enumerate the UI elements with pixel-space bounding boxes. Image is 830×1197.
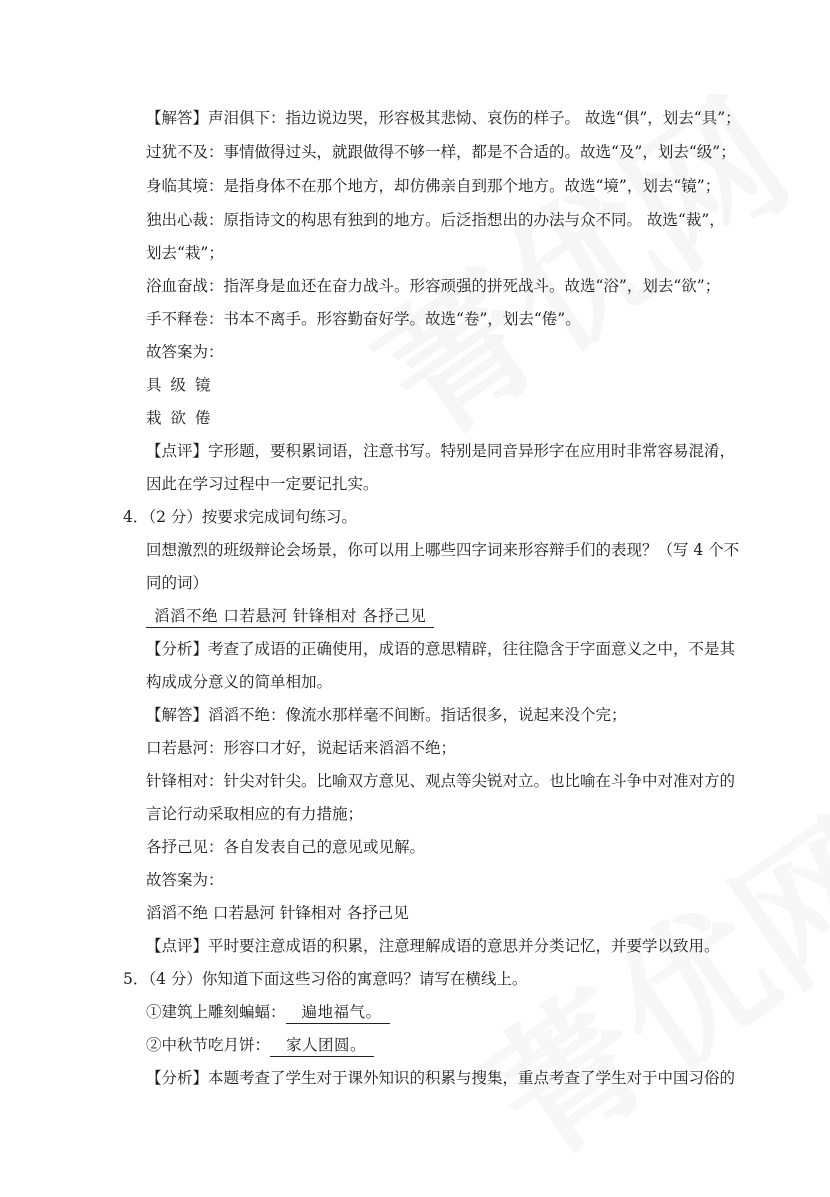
question-5-item-label: ②中秋节吃月饼： (146, 1036, 271, 1054)
question-5-item-label: ①建筑上雕刻蝙蝠： (146, 1003, 286, 1021)
answer-explanation-line: 各抒己见：各自发表自己的意见或见解。 (146, 838, 426, 856)
answer-explanation-line: 划去“栽”； (146, 244, 224, 262)
answer-explanation-line: 言论行动采取相应的有力措施； (146, 805, 364, 823)
analysis-line: 构成成分意义的简单相加。 (146, 673, 333, 691)
answer-explanation-line: 【解答】声泪俱下：指边说边哭，形容极其悲恸、哀伤的样子。 故选“俱”，划去“具”； (146, 109, 741, 127)
answer-summary-label: 故答案为： (146, 871, 224, 889)
answer-explanation-line: 身临其境：是指身体不在那个地方，却仿佛亲自到那个地方。故选“境”，划去“镜”； (146, 177, 721, 195)
question-5-item-answer: 遍地福气。 (286, 1002, 390, 1024)
answer-summary-value: 具 级 镜 (146, 376, 213, 394)
analysis-line: 【分析】考查了成语的正确使用，成语的意思精辟，往往隐含于字面意义之中，不是其 (146, 640, 736, 658)
answer-explanation-line: 【解答】滔滔不绝：像流水那样毫不间断。指话很多，说起来没个完； (146, 706, 627, 724)
answer-explanation-line: 手不释卷：书本不离手。形容勤奋好学。故选“卷”，划去“倦”。 (146, 310, 581, 328)
answer-summary-value: 滔滔不绝 口若悬河 针锋相对 各抒己见 (146, 904, 409, 922)
question-5-item (146, 1035, 710, 1057)
answer-explanation-line: 过犹不及：事情做得过头，就跟做得不够一样，都是不合适的。故选“及”，划去“级”； (146, 143, 736, 161)
comment-line: 【点评】字形题，要积累词语，注意书写。特别是同音异形字在应用时非常容易混淆， (146, 442, 736, 460)
comment-line: 【点评】平时要注意成语的积累，注意理解成语的意思并分类记忆，并要学以致用。 (146, 937, 720, 955)
answer-summary-value: 栽 欲 倦 (146, 409, 213, 427)
answer-explanation-line: 口若悬河：形容口才好，说起话来滔滔不绝； (146, 739, 457, 757)
question-4-answer-blank (146, 606, 710, 628)
question-4-answer: 滔滔不绝 口若悬河 针锋相对 各抒己见 (146, 606, 434, 628)
question-4-prompt: 同的词） (146, 574, 209, 592)
analysis-line: 【分析】本题考查了学生对于课外知识的积累与搜集，重点考查了学生对于中国习俗的 (146, 1069, 736, 1087)
question-5-title: 5．（4 分）你知道下面这些习俗的寓意吗？请写在横线上。 (123, 970, 528, 988)
answer-summary-label: 故答案为： (146, 343, 224, 361)
question-4-prompt: 回想激烈的班级辩论会场景，你可以用上哪些四字词来形容辩手们的表现？（写 4 个不 (146, 541, 740, 559)
answer-explanation-line: 独出心裁：原指诗文的构思有独到的地方。后泛指想出的办法与众不同。 故选“裁”， (146, 211, 725, 229)
answer-explanation-line: 浴血奋战：指浑身是血还在奋力战斗。形容顽强的拼死战斗。故选“浴”，划去“欲”； (146, 277, 721, 295)
question-5-item-answer: 家人团圆。 (270, 1035, 374, 1057)
answer-explanation-line: 针锋相对：针尖对针尖。比喻双方意见、观点等尖锐对立。也比喻在斗争中对准对方的 (146, 772, 736, 790)
comment-line: 因此在学习过程中一定要记扎实。 (146, 475, 379, 493)
question-4-title: 4．（2 分）按要求完成词句练习。 (123, 508, 357, 526)
question-5-item (146, 1002, 710, 1024)
